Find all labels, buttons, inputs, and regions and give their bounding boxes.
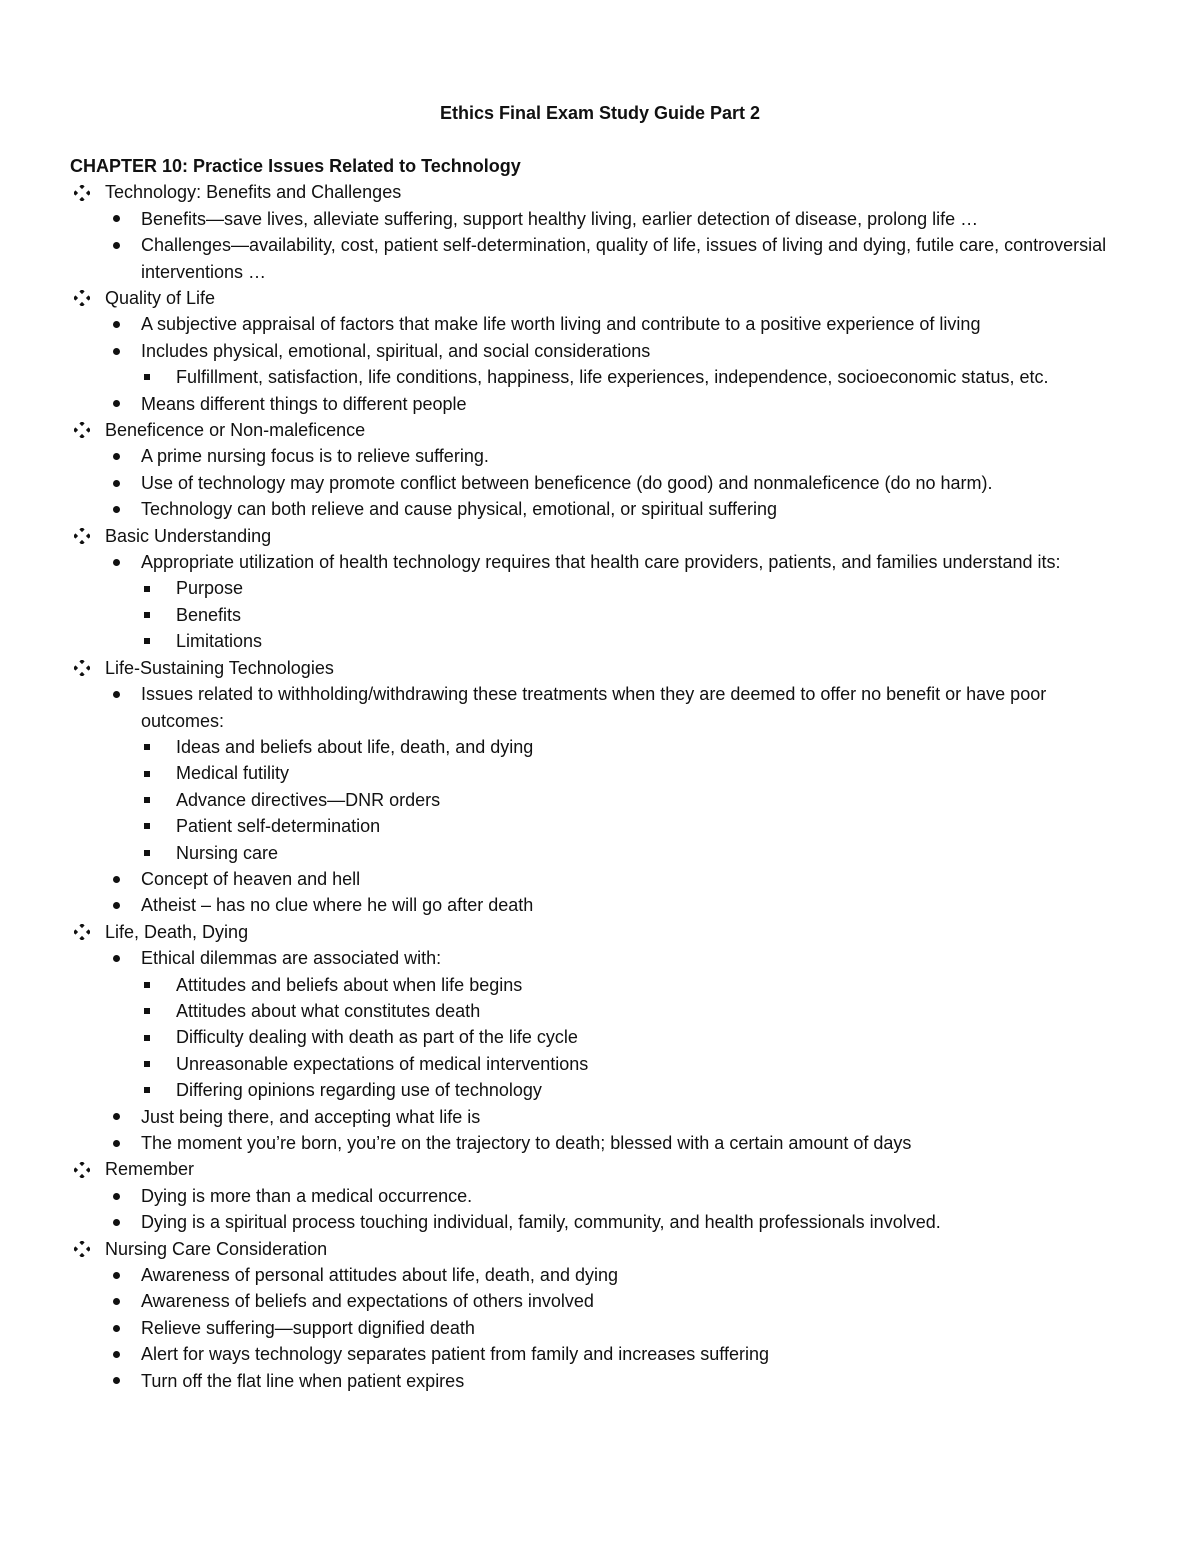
diamond-bullet-icon	[74, 919, 90, 945]
outline-item	[70, 787, 1130, 813]
outline-item-text: Limitations	[176, 631, 263, 652]
outline-item-text: Quality of Life	[105, 288, 216, 309]
chapter-heading: CHAPTER 10: Practice Issues Related to Technology	[70, 156, 521, 176]
round-bullet-icon	[113, 1262, 120, 1288]
outline-item	[70, 496, 1130, 522]
outline-item	[70, 338, 1130, 364]
diamond-bullet-icon	[74, 285, 90, 311]
outline-item-text: Means different things to different people	[141, 393, 467, 414]
outline-item-text: Appropriate utilization of health technology requires that health care providers, patients, and families understand its:	[141, 552, 1061, 573]
square-bullet-icon	[144, 1024, 150, 1050]
outline-item	[70, 760, 1130, 786]
round-bullet-icon	[113, 1315, 120, 1341]
round-bullet-icon	[113, 391, 120, 417]
outline-item-text: Just being there, and accepting what life is	[141, 1106, 481, 1127]
outline-item-text: Fulfillment, satisfaction, life conditions, happiness, life experiences, independence, socioeconomic status, etc.	[176, 367, 1049, 388]
diamond-bullet-icon	[74, 523, 90, 549]
outline-item-text: Beneficence or Non-maleficence	[105, 420, 366, 441]
square-bullet-icon	[144, 972, 150, 998]
round-bullet-icon	[113, 1288, 120, 1314]
outline-item	[70, 1288, 1130, 1314]
outline-item	[70, 417, 1130, 443]
outline-item	[70, 866, 1130, 892]
outline-item	[70, 285, 1130, 311]
outline-item	[70, 391, 1130, 417]
diamond-bullet-icon	[74, 655, 90, 681]
outline-item-text: Technology: Benefits and Challenges	[105, 182, 402, 203]
square-bullet-icon	[144, 760, 150, 786]
outline-item	[70, 1156, 1130, 1182]
outline-item-text: Awareness of beliefs and expectations of others involved	[141, 1291, 594, 1312]
outline-item	[70, 734, 1130, 760]
outline-item-text: Difficulty dealing with death as part of the life cycle	[176, 1027, 578, 1048]
outline-item	[70, 1209, 1130, 1235]
outline-item	[70, 840, 1130, 866]
outline-item	[70, 1315, 1130, 1341]
outline-item-text: A prime nursing focus is to relieve suffering.	[141, 446, 489, 467]
outline-item	[70, 1262, 1130, 1288]
outline-item-text: Challenges—availability, cost, patient self-determination, quality of life, issues of living and dying, futile care, controversial interventions …	[141, 235, 1107, 282]
round-bullet-icon	[113, 1368, 120, 1394]
outline-list	[70, 179, 1130, 1394]
outline-item-text: Ideas and beliefs about life, death, and dying	[176, 736, 534, 757]
outline-item-text: Nursing care	[176, 842, 279, 863]
round-bullet-icon	[113, 1130, 120, 1156]
square-bullet-icon	[144, 998, 150, 1024]
outline-item	[70, 945, 1130, 971]
outline-item-text: Ethical dilemmas are associated with:	[141, 948, 442, 969]
round-bullet-icon	[113, 945, 120, 971]
outline-item	[70, 179, 1130, 205]
outline-item	[70, 549, 1130, 575]
outline-item-text: Dying is a spiritual process touching individual, family, community, and health professionals involved.	[141, 1212, 941, 1233]
square-bullet-icon	[144, 840, 150, 866]
diamond-bullet-icon	[74, 1156, 90, 1182]
round-bullet-icon	[113, 232, 120, 258]
round-bullet-icon	[113, 549, 120, 575]
outline-item-text: Attitudes and beliefs about when life begins	[176, 974, 523, 995]
round-bullet-icon	[113, 1209, 120, 1235]
outline-item	[70, 1104, 1130, 1130]
outline-item	[70, 364, 1130, 390]
round-bullet-icon	[113, 206, 120, 232]
outline-item	[70, 1130, 1130, 1156]
round-bullet-icon	[113, 443, 120, 469]
outline-item	[70, 681, 1130, 734]
round-bullet-icon	[113, 1104, 120, 1130]
round-bullet-icon	[113, 866, 120, 892]
outline-item-text: Includes physical, emotional, spiritual, and social considerations	[141, 340, 651, 361]
outline-item-text: Technology can both relieve and cause physical, emotional, or spiritual suffering	[141, 499, 778, 520]
square-bullet-icon	[144, 628, 150, 654]
square-bullet-icon	[144, 364, 150, 390]
outline-item	[70, 523, 1130, 549]
outline-item-text: Atheist – has no clue where he will go after death	[141, 895, 534, 916]
square-bullet-icon	[144, 575, 150, 601]
outline-item	[70, 655, 1130, 681]
outline-item-text: Medical futility	[176, 763, 290, 784]
round-bullet-icon	[113, 681, 120, 707]
round-bullet-icon	[113, 470, 120, 496]
outline-item-text: Issues related to withholding/withdrawing these treatments when they are deemed to offer no benefit or have poor outcomes:	[141, 684, 1047, 731]
outline-item	[70, 1183, 1130, 1209]
square-bullet-icon	[144, 602, 150, 628]
outline-item-text: Benefits	[176, 604, 242, 625]
outline-item	[70, 919, 1130, 945]
outline-item	[70, 972, 1130, 998]
round-bullet-icon	[113, 1341, 120, 1367]
outline-item	[70, 470, 1130, 496]
outline-item-text: Relieve suffering—support dignified death	[141, 1317, 475, 1338]
outline-item-text: Attitudes about what constitutes death	[176, 1000, 481, 1021]
outline-item-text: The moment you’re born, you’re on the trajectory to death; blessed with a certain amount of days	[141, 1133, 912, 1154]
outline-item	[70, 628, 1130, 654]
outline-item	[70, 892, 1130, 918]
outline-item	[70, 1077, 1130, 1103]
outline-item-text: Concept of heaven and hell	[141, 868, 361, 889]
outline-item	[70, 232, 1130, 285]
outline-item	[70, 206, 1130, 232]
square-bullet-icon	[144, 1051, 150, 1077]
square-bullet-icon	[144, 734, 150, 760]
round-bullet-icon	[113, 311, 120, 337]
outline-item-text: Remember	[105, 1159, 195, 1180]
round-bullet-icon	[113, 338, 120, 364]
diamond-bullet-icon	[74, 1236, 90, 1262]
outline-item-text: Alert for ways technology separates patient from family and increases suffering	[141, 1344, 769, 1365]
outline-item-text: Dying is more than a medical occurrence.	[141, 1185, 473, 1206]
outline-item-text: Differing opinions regarding use of technology	[176, 1080, 542, 1101]
diamond-bullet-icon	[74, 179, 90, 205]
outline-item-text: Use of technology may promote conflict between beneficence (do good) and nonmaleficence (do no harm).	[141, 472, 993, 493]
outline-item-text: Life, Death, Dying	[105, 921, 249, 942]
outline-item	[70, 1051, 1130, 1077]
square-bullet-icon	[144, 813, 150, 839]
outline-item	[70, 1024, 1130, 1050]
document-title: Ethics Final Exam Study Guide Part 2	[439, 103, 761, 123]
outline-item-text: Advance directives—DNR orders	[176, 789, 441, 810]
outline-item	[70, 443, 1130, 469]
outline-item	[70, 311, 1130, 337]
outline-item-text: Purpose	[176, 578, 244, 599]
outline-item	[70, 602, 1130, 628]
outline-item	[70, 575, 1130, 601]
outline-item-text: Basic Understanding	[105, 525, 272, 546]
round-bullet-icon	[113, 892, 120, 918]
outline-item	[70, 1368, 1130, 1394]
outline-item-text: Awareness of personal attitudes about life, death, and dying	[141, 1265, 618, 1286]
outline-item	[70, 1341, 1130, 1367]
outline-item-text: Turn off the flat line when patient expires	[141, 1370, 465, 1391]
outline-item	[70, 1236, 1130, 1262]
outline-item	[70, 998, 1130, 1024]
square-bullet-icon	[144, 787, 150, 813]
square-bullet-icon	[144, 1077, 150, 1103]
outline-item-text: Unreasonable expectations of medical interventions	[176, 1053, 589, 1074]
outline-item-text: Patient self-determination	[176, 816, 381, 837]
outline-item-text: Benefits—save lives, alleviate suffering, support healthy living, earlier detection of disease, prolong life …	[141, 208, 979, 229]
outline-item-text: Nursing Care Consideration	[105, 1238, 328, 1259]
round-bullet-icon	[113, 496, 120, 522]
diamond-bullet-icon	[74, 417, 90, 443]
outline-item-text: Life-Sustaining Technologies	[105, 657, 334, 678]
round-bullet-icon	[113, 1183, 120, 1209]
outline-item-text: A subjective appraisal of factors that make life worth living and contribute to a positive experience of living	[141, 314, 981, 335]
outline-item	[70, 813, 1130, 839]
outline-body	[70, 153, 1130, 1394]
